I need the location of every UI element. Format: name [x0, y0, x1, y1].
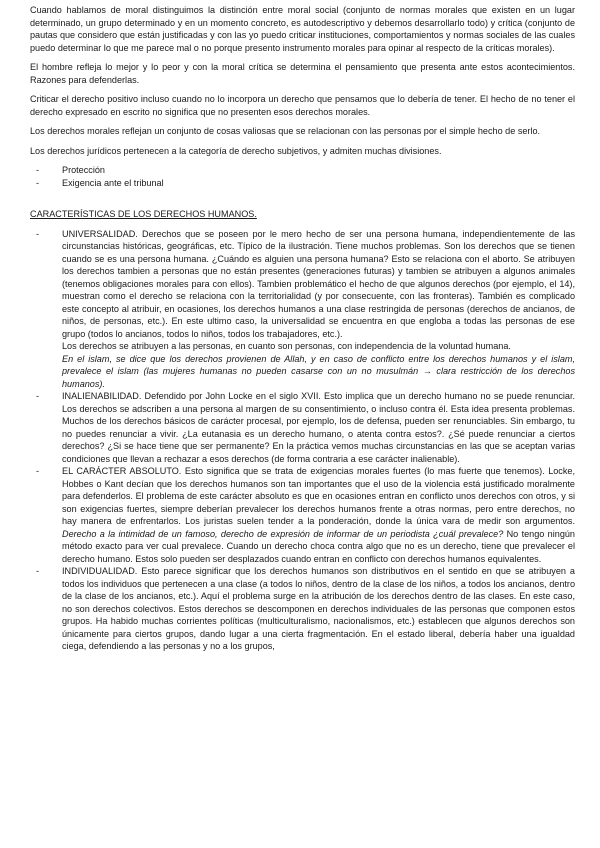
universalidad-example [62, 353, 575, 391]
universalidad-text: - UNIVERSALIDAD. Derechos que se poseen por le mero hecho de ser una persona humana, independientemente de las circunstancias históricas, geográficas, etc. Típico de la ilustración. Tiene muchos problemas. Son los derechos que se tienen cuando se es una persona humana. ¿Cuándo es alguien una persona humana? Esto se relaciona con el aborto. Se atribuyen los derechos tambien a personas que no están presentes (generaciones futuras) y tambien se atribuyen a algunos animales (tenemos obligaciones morales para con ellos). Tambien problemático el hecho de que algunos derechos (por ejemplo, el 14), muestran como el derecho se relaciona con la territorialidad (y por consecuente, con las fronteras). También es complicado este concepto al atribuir, en ocasiones, los derechos humanos a una clase restringida de personas (derechos de ancianos, de niños, de personas, etc.). En este ultimo caso, la universalidad se encuentra en que engloba a todas las personas de ese grupo (todos lo ancianos, todos lo niños, todos los trabajadores, etc.). [62, 228, 575, 339]
characteristic-inalienabilidad [30, 390, 575, 465]
paragraph-moral-critica: El hombre refleja lo mejor y lo peor y con la moral crítica se determina el pensamiento que presenta ante estos acontecimientos. Razones para defenderlas. [30, 62, 575, 85]
absoluto-text [62, 465, 575, 565]
list-item: - Protección [30, 164, 575, 177]
section-title: CARACTERÍSTICAS DE LOS DERECHOS HUMANOS. [30, 209, 257, 219]
characteristics-list [30, 228, 575, 653]
inalienabilidad-text: - INALIENABILIDAD. Defendido por John Locke en el siglo XVII. Esto implica que un derecho humano no se puede renunciar. Los derechos se adscriben a una persona al margen de su consentimiento, o incluso contra él. Esta idea presenta problemas. Muchos de los derechos básicos de carácter procesal, por ejemplo, los de defensa, pueden ser renunciables. Sin embargo, tu no puedes renunciar a vivir. ¿La eutanasia es un derecho humano, o atenta contra estos?. ¿Sé puede renunciar a ciertos derechos? ¿Si se hace tiene que ser permanente? En la práctica vemos muchas circunstancias en las que se aceptan varias condiciones que llevan a rechazar a esos derechos (de forma contraria a ese carácter inalienable). [62, 391, 575, 464]
paragraph-moral-social: Cuando hablamos de moral distinguimos la distinción entre moral social (conjunto de normas morales que existen en un lugar determinado, un grupo determinado y en un momento concreto, es autodescriptivo y debemos desarrollarlo todo) y crítica (conjunto de pautas que considero que están justificadas y con las yo puedo criticar instituciones, comportamientos y normas sociales de las cuales puedo determinar lo que me parece mal o no porque presento instrumento morales para opinar al respecto de la críticas morales). [30, 5, 575, 53]
rights-list [30, 164, 575, 190]
absoluto-text-a: EL CARÁCTER ABSOLUTO. Esto significa que se trata de exigencias morales fuertes (lo mas fuerte que tenemos). Locke, Hobbes o Kant decían que los derechos humanos son tan importantes que el uso de la violencia está justificado moralmente para defenderlos. El problema de este carácter absoluto es que en ocasiones entran en conflicto unos derechos con otros, y si son exigencias fuertes, siempre deberían prevalecer los derechos humanos frente a otras normas, pero entre derechos, no hay manera de enfrentarlos. Los juristas suelen tender a la ponderación, donde la única vara de medir son argumentos. [62, 466, 575, 526]
paragraph-derechos-morales: Los derechos morales reflejan un conjunto de cosas valiosas que se relacionan con las personas por el simple hecho de serlo. [30, 126, 541, 136]
absoluto-italic: Derecho a la intimidad de un famoso, derecho de expresión de informar de un periodista ¿cuál prevalece? [62, 528, 504, 539]
individualidad-text: - INDIVIDUALIDAD. Esto parece significar que los derechos humanos son distributivos en el sentido en que se atribuyen a todos los individuos que pertenecen a una clase (a todos lo niños, dentro de la clase de los niños, a todos los ancianos, dentro de la clase de los ancianos, etc.). Aquí el problema surge en la atribución de los derechos dentro de las clases. En este caso, no son derechos colectivos. Estos derechos se descomponen en derechos individuales de las personas que componen estos grupos. Ha habido muchas corrientes políticas (multiculturalismo, nacionalismos, etc.) establecen que algunos derechos son únicamente para ciertos grupos, dando lugar a una cierta fragmentación. En el estado liberal, debería haber una igualdad ciega, defendiendo a las personas y no a los grupos, [62, 566, 575, 651]
universalidad-italic: En el islam, se dice que los derechos provienen de Allah, y en caso de conflicto entre los derechos humanos y el islam, prevalece el islam (las mujeres humanas no pueden casarse con un no musulmán → clara restricción de los derechos humanos). [62, 353, 575, 389]
characteristic-individualidad [30, 565, 575, 653]
characteristic-absoluto [30, 465, 575, 565]
universalidad-text-2: Los derechos se atribuyen a las personas, en cuanto son personas, con independencia de la voluntad humana. [62, 341, 511, 351]
absoluto-text-b: No tengo ningún método exacto para ver cual prevalece. Cuando un derecho choca contra algo que no es un derecho, tiene que prevalecer el derecho humano. Estos solo pueden ser desplazados cuando entran en conflicto con derechos humanos equivalentes. [62, 528, 575, 564]
characteristic-universalidad [30, 228, 575, 391]
list-item: - Exigencia ante el tribunal [30, 177, 575, 190]
paragraph-derecho-positivo: Criticar el derecho positivo incluso cuando no lo incorpora un derecho que pensamos que lo debería de tener. El hecho de no tener el derecho expresado en escrito no significa que no presenten esos derechos morales. [30, 94, 575, 117]
paragraph-derechos-juridicos: Los derechos jurídicos pertenecen a la categoría de derecho subjetivos, y admiten muchas divisiones. [30, 145, 442, 156]
